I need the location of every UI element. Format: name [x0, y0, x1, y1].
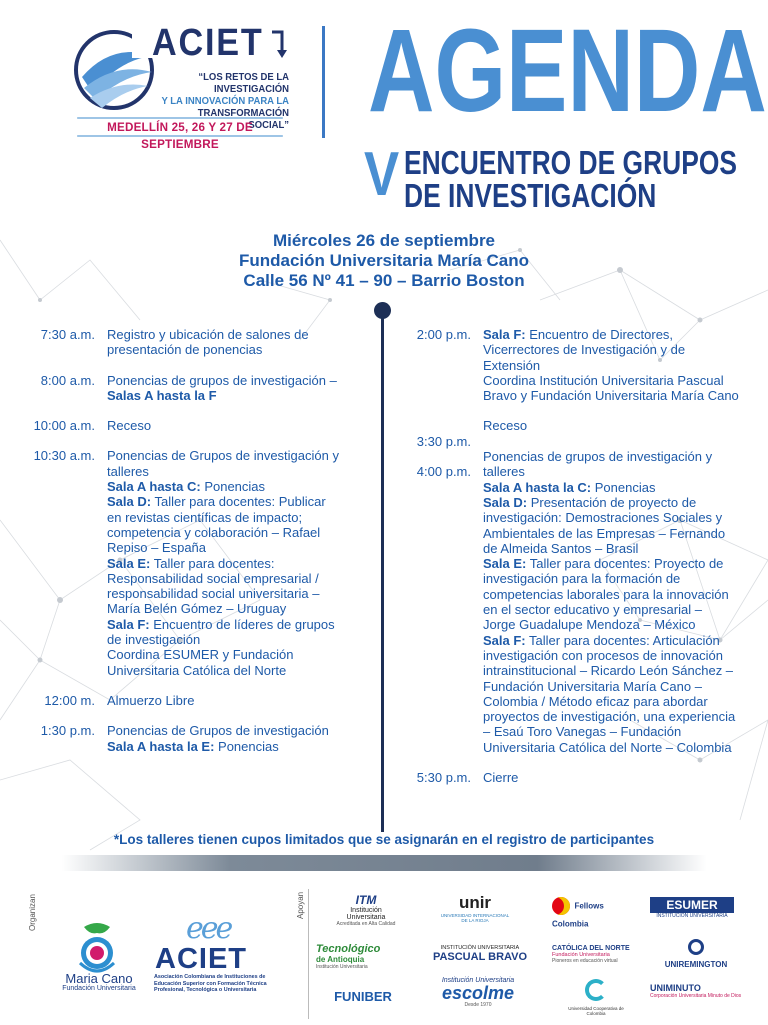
sponsor-esumer: ESUMER INSTITUCIÓN UNIVERSITARIA: [650, 897, 734, 919]
sponsor-itm: ITM Institución Universitaria Acreditada en Alta Calidad: [336, 893, 396, 927]
venue-address: Calle 56 Nº 41 – 90 – Barrio Boston: [243, 271, 525, 290]
schedule-desc: Receso: [483, 418, 528, 434]
event-dates: MEDELLÍN 25, 26 Y 27 DE SEPTIEMBRE: [77, 117, 283, 137]
schedule-item: [20, 448, 365, 677]
aciet-swirl-icon: [72, 22, 162, 122]
schedule-item: [20, 418, 365, 433]
schedule-item: [20, 373, 365, 404]
sponsor-uniminuto: UNIMINUTO Corporación Universitaria Minuto de Dios: [650, 983, 742, 999]
schedule-time: 10:30 a.m.: [33, 448, 95, 464]
session-item: Sala E: Taller para docentes:: [107, 555, 275, 571]
agenda-title: AGENDA: [368, 5, 767, 137]
sponsor-escolme: Institución Universitaria escolme Desde 1970: [441, 977, 515, 1008]
event-title: ENCUENTRO DE GRUPOS DE INVESTIGACIÓN: [404, 144, 737, 214]
sponsor-pascual-bravo: INSTITUCIÓN UNIVERSITARIA PASCUAL BRAVO: [432, 945, 528, 963]
timeline-line: [381, 308, 384, 832]
schedule-desc: Sala F: Encuentro de Directores, Vicerrectores de Investigación y de Extensión Coordina Institución Universitaria Pascual Bravo y Fundación Universitaria María Cano: [483, 327, 739, 404]
sponsor-fellows: Fellows Colombia: [552, 897, 642, 933]
uniremington-icon: [688, 939, 704, 955]
schedule-left: [20, 327, 365, 754]
aciet-footer-name: ACIET: [155, 943, 247, 975]
aciet-mark: eee: [186, 911, 231, 946]
footer-divider: [308, 889, 309, 1019]
schedule-time: 1:30 p.m.: [40, 723, 95, 739]
session-item: Sala A hasta C: Ponencias: [107, 479, 266, 495]
edition-number: V: [364, 140, 400, 209]
schedule-time: 2:00 p.m.: [416, 327, 471, 342]
schedule-time: 3:30 p.m.: [416, 433, 471, 449]
schedule-desc: Registro y ubicación de salones de presentación de ponencias: [107, 327, 309, 358]
schedule-time: 12:00 m.: [44, 692, 95, 708]
sponsor-ucc: Universidad Cooperativa de Colombia: [566, 979, 626, 1016]
sponsors-footer: [0, 871, 768, 1025]
schedule-right: [403, 327, 755, 785]
maria-cano-sub: Fundación Universitaria: [62, 985, 136, 992]
schedule-time: 8:00 a.m.: [40, 372, 95, 388]
venue-info: [0, 231, 768, 291]
sponsor-catolica-norte: CATÓLICA DEL NORTE Fundación Universitaria Pioneros en educación virtual: [552, 945, 630, 964]
schedule-item: [20, 327, 365, 358]
session-item: Sala A hasta la C: Ponencias: [483, 479, 656, 495]
session-item: Sala D: Taller para docentes: Publicar: [107, 494, 326, 510]
schedule-time: 5:30 p.m.: [416, 770, 471, 786]
workshop-footnote: *Los talleres tienen cupos limitados que se asignarán en el registro de participantes: [113, 832, 655, 847]
schedule-desc: Ponencias de grupos de investigación – Salas A hasta la F: [107, 372, 337, 403]
event-date: Miércoles 26 de septiembre: [272, 231, 496, 250]
sponsor-tdea: Tecnológico de Antioquia Institución Universitaria: [316, 943, 381, 970]
session-item: Sala D: Presentación de proyecto de: [483, 494, 697, 510]
schedule-time: 7:30 a.m.: [40, 327, 95, 342]
header: [0, 0, 768, 225]
schedule-item: [403, 418, 755, 449]
sponsor-funiber: FUNIBER: [334, 989, 392, 1004]
session-item: Sala F: Taller para docentes: Articulación: [483, 632, 720, 648]
schedule-item: [403, 327, 755, 403]
schedule-item: [20, 723, 365, 754]
supporters-label: Apoyan: [296, 891, 305, 919]
sponsor-unir: unir UNIVERSIDAD INTERNACIONAL DE LA RIOJA: [440, 893, 510, 923]
maria-cano-name: Maria Cano: [65, 971, 133, 986]
divider-bar: [0, 855, 768, 871]
timeline-dot: [374, 302, 391, 319]
aciet-slogan: “LOS RETOS DE LA INVESTIGACIÓN Y LA INNOVACIÓN PARA LA TRANSFORMACIÓN SOCIAL”: [161, 72, 289, 131]
schedule-item: [403, 449, 755, 755]
schedule-item: [403, 770, 755, 785]
schedule-time: 4:00 p.m.: [416, 464, 471, 480]
header-divider: [322, 26, 325, 138]
aciet-wordmark: ACIET: [152, 22, 264, 64]
aciet-footer-sub: Asociación Colombiana de Instituciones de Educación Superior con Formación Técnica Profesional, Tecnológica o Universitaria: [154, 974, 267, 993]
ucc-icon: [585, 979, 607, 1001]
schedule-desc: Ponencias de grupos de investigación y talleres Sala A hasta la C: Ponencias Sala D: Presentación de proyecto de investigación: Demostraciones Sociales y Ambientales de las Empresas – Fernando de Almeida Santos – Brasil Sala E: Taller para docentes: Proyecto de investigación para la formación de competencias laborales para la innovación en el sector educativo y empresarial – Jorge Guadalupe Mendoza – México Sala F: Taller para docentes: Articulación investigación con procesos de innovación intrainstitucional – Ricardo León Sánchez – Fundación Universitaria María Cano – Colombia / Método eficaz para abordar proyectos de investigación, una experiencia – Esaú Toro Vanegas – Fundación Universitaria Católica del Norte – Colombia: [483, 449, 755, 755]
venue-institution: Fundación Universitaria María Cano: [238, 251, 529, 270]
organizers-label: Organizan: [28, 894, 37, 931]
schedule-time: 10:00 a.m.: [33, 418, 95, 434]
schedule-desc: Ponencias de Grupos de investigación Sala A hasta la E: Ponencias: [107, 723, 329, 754]
schedule-item: [20, 693, 365, 708]
session-item: Sala E: Taller para docentes: Proyecto de: [483, 556, 724, 572]
schedule-desc: Ponencias de Grupos de investigación y talleres Sala A hasta C: Ponencias Sala D: Taller para docentes: Publicar en revistas científicas de impacto; competencia y colaboración – Rafael Repiso – España Sala E: Taller para docentes: Responsabilidad social empresarial / responsabilidad social universitaria – María Belén Gómez – Uruguay Sala F: Encuentro de líderes de grupos de investigación Coordina ESUMER y Fundación Universitaria Católica del Norte: [107, 448, 365, 677]
arrow-icon: [268, 30, 288, 60]
session-item: Sala F: Encuentro de líderes de grupos: [107, 616, 335, 632]
sponsor-uniremington: UNIREMINGTON: [656, 939, 736, 969]
schedule-desc: Receso: [107, 418, 152, 434]
fellows-icon: [552, 897, 570, 915]
schedule-desc: Almuerzo Libre: [107, 692, 195, 708]
schedule-desc: Cierre: [483, 770, 519, 786]
